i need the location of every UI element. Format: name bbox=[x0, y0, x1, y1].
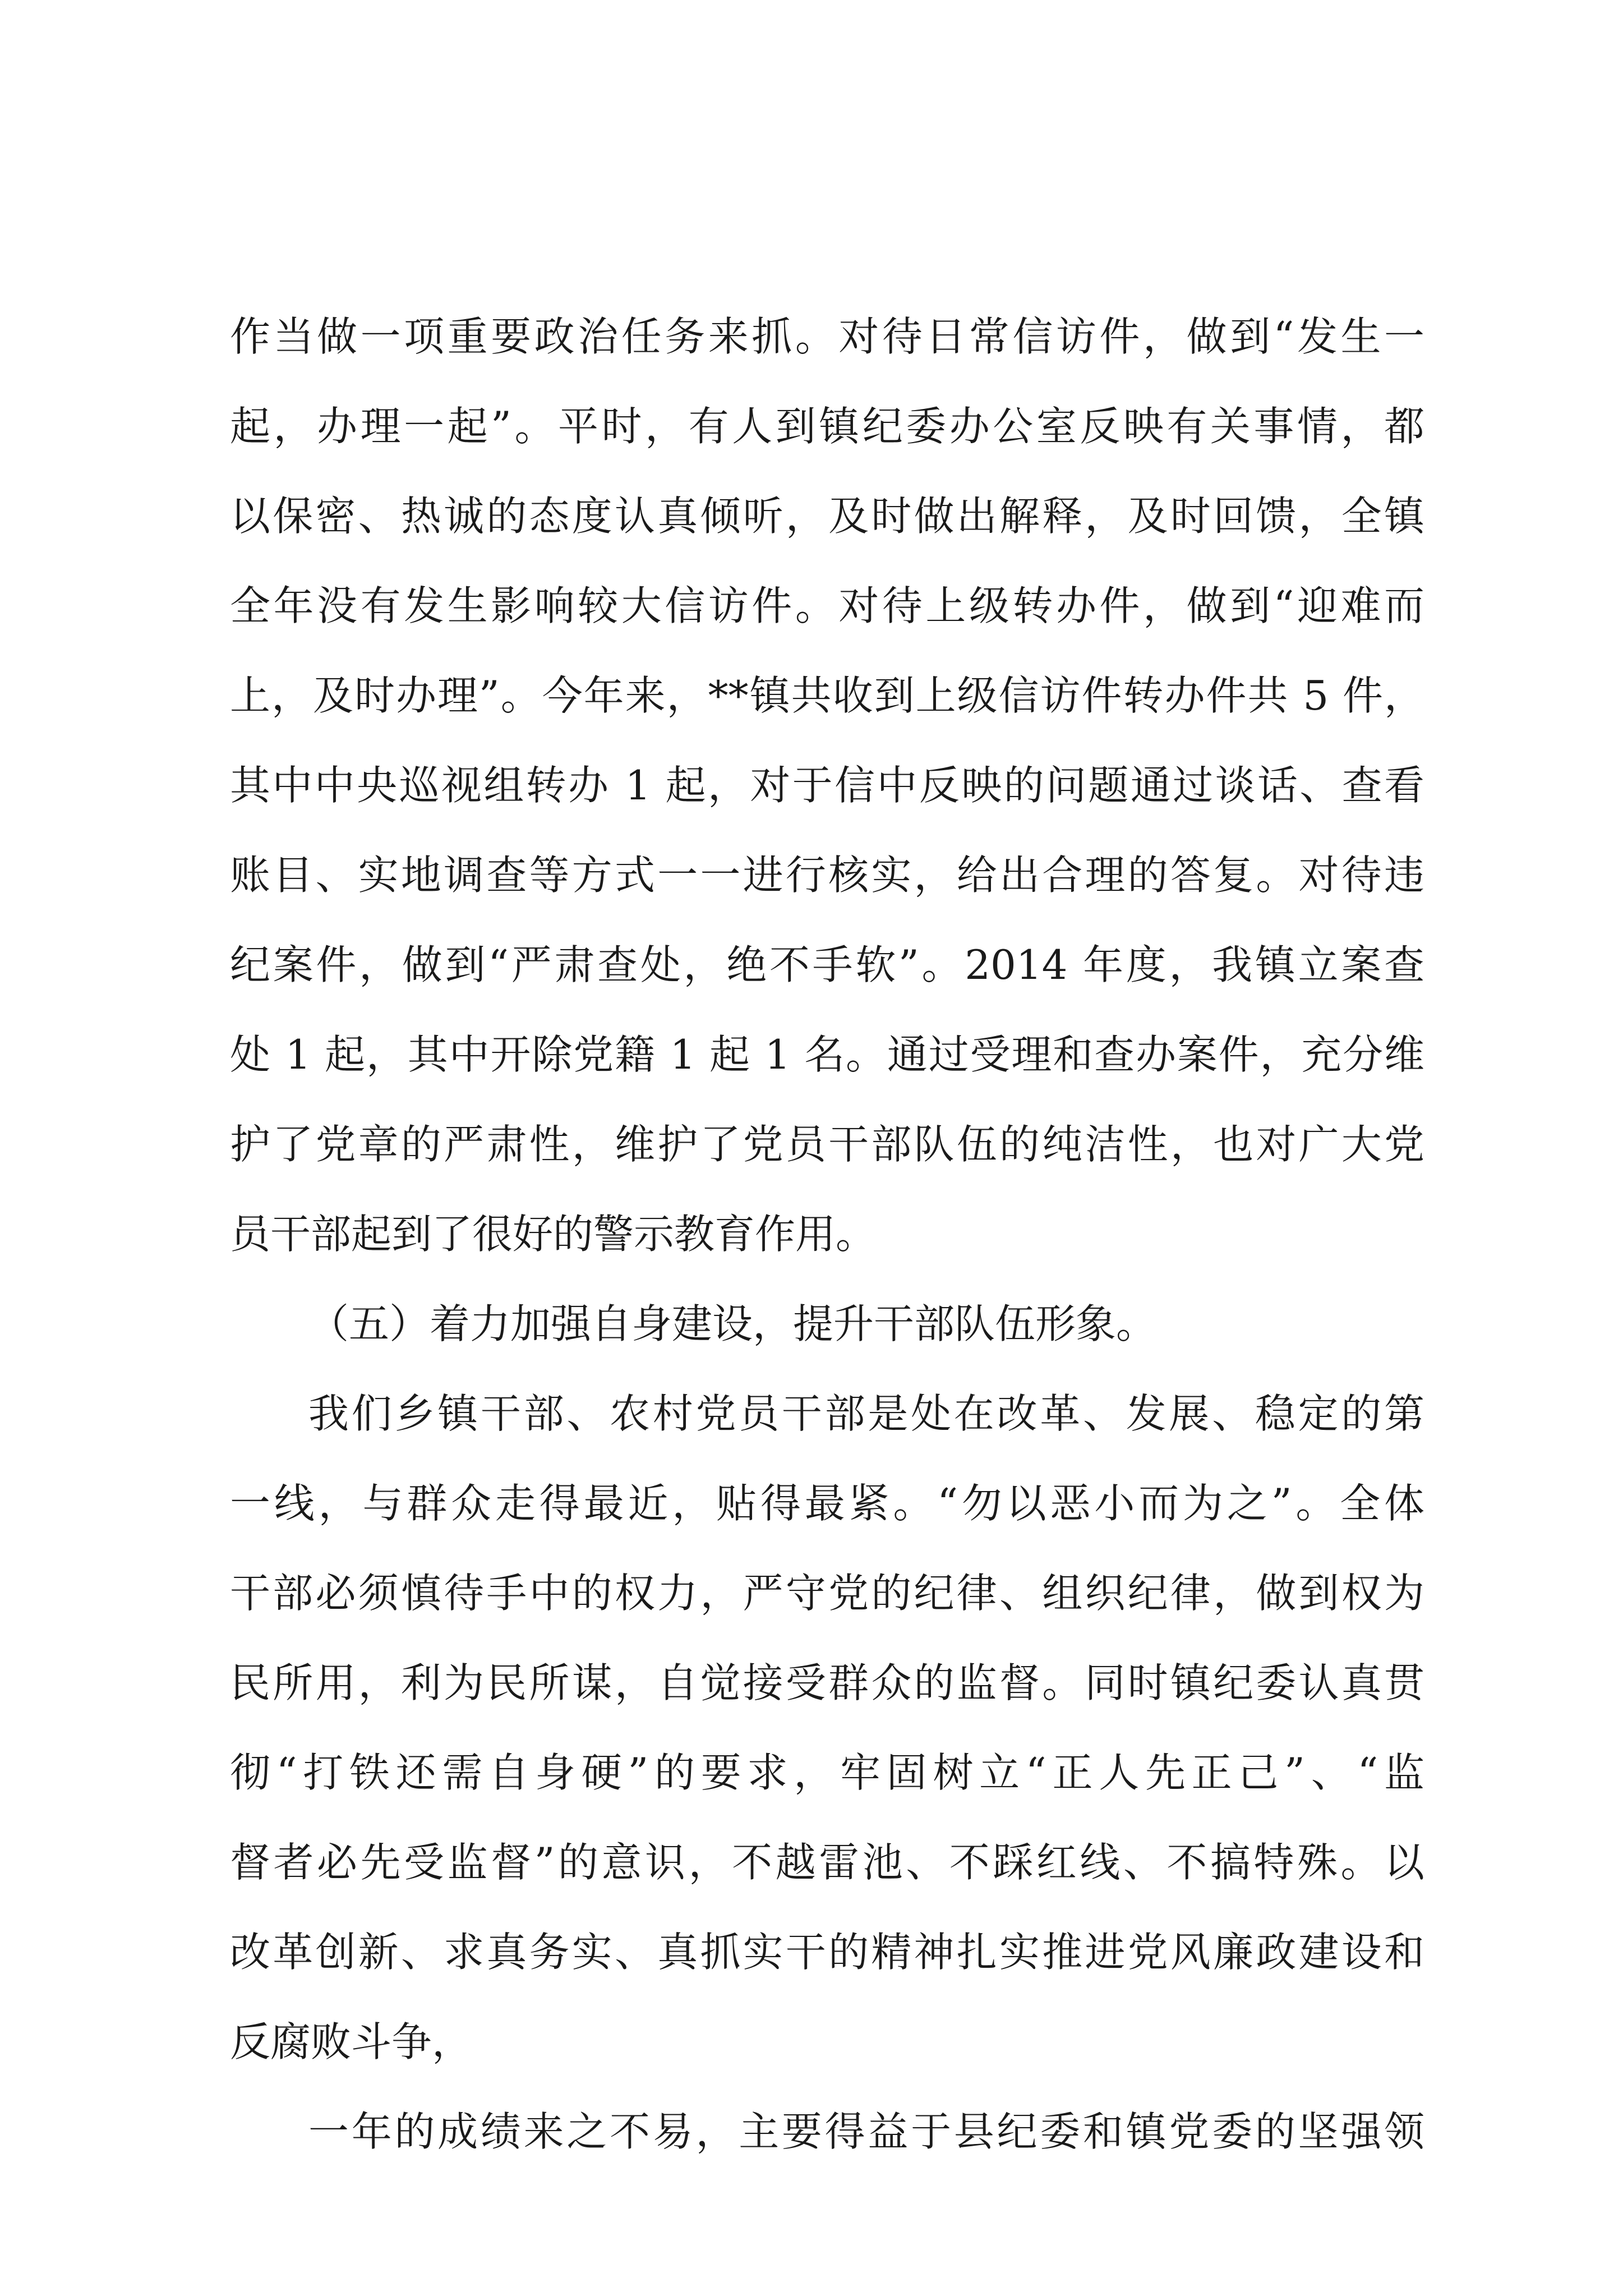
text-line: 其中中央巡视组转办 1 起，对于信中反映的问题通过谈话、查看 bbox=[230, 762, 1424, 809]
text-line: 反腐败斗争， bbox=[230, 2018, 473, 2065]
text-line: 账目、实地调查等方式一一进行核实，给出合理的答复。对待违 bbox=[230, 852, 1424, 899]
text-line: 我们乡镇干部、农村党员干部是处在改革、发展、稳定的第 bbox=[308, 1390, 1424, 1437]
text-line: 起，办理一起”。平时，有人到镇纪委办公室反映有关事情，都 bbox=[230, 403, 1424, 450]
text-line: 以保密、热诚的态度认真倾听，及时做出解释，及时回馈，全镇 bbox=[230, 493, 1424, 540]
text-line: 一年的成绩来之不易，主要得益于县纪委和镇党委的坚强领 bbox=[308, 2108, 1424, 2155]
text-line: 民所用，利为民所谋，自觉接受群众的监督。同时镇纪委认真贯 bbox=[230, 1659, 1424, 1706]
text-line: 一线，与群众走得最近，贴得最紧。“勿以恶小而为之”。全体 bbox=[230, 1480, 1424, 1527]
text-line: 改革创新、求真务实、真抓实干的精神扎实推进党风廉政建设和 bbox=[230, 1929, 1424, 1976]
text-line: 全年没有发生影响较大信访件。对待上级转办件，做到“迎难而 bbox=[230, 582, 1424, 629]
text-line: 上，及时办理”。今年来，**镇共收到上级信访件转办件共 5 件， bbox=[230, 672, 1424, 719]
text-line: 作当做一项重要政治任务来抓。对待日常信访件，做到“发生一 bbox=[230, 313, 1424, 360]
text-line: 彻“打铁还需自身硬”的要求，牢固树立“正人先正己”、“监 bbox=[230, 1749, 1424, 1796]
text-line: 督者必先受监督”的意识，不越雷池、不踩红线、不搞特殊。以 bbox=[230, 1839, 1424, 1886]
text-line: 干部必须慎待手中的权力，严守党的纪律、组织纪律，做到权为 bbox=[230, 1570, 1424, 1617]
text-line: 纪案件，做到“严肃查处，绝不手软”。2014 年度，我镇立案查 bbox=[230, 941, 1424, 988]
text-line: 护了党章的严肃性，维护了党员干部队伍的纯洁性，也对广大党 bbox=[230, 1121, 1424, 1168]
text-line: 处 1 起，其中开除党籍 1 起 1 名。通过受理和查办案件，充分维 bbox=[230, 1031, 1424, 1078]
section-heading: （五）着力加强自身建设，提升干部队伍形象。 bbox=[308, 1300, 1157, 1347]
text-line: 员干部起到了很好的警示教育作用。 bbox=[230, 1211, 877, 1258]
